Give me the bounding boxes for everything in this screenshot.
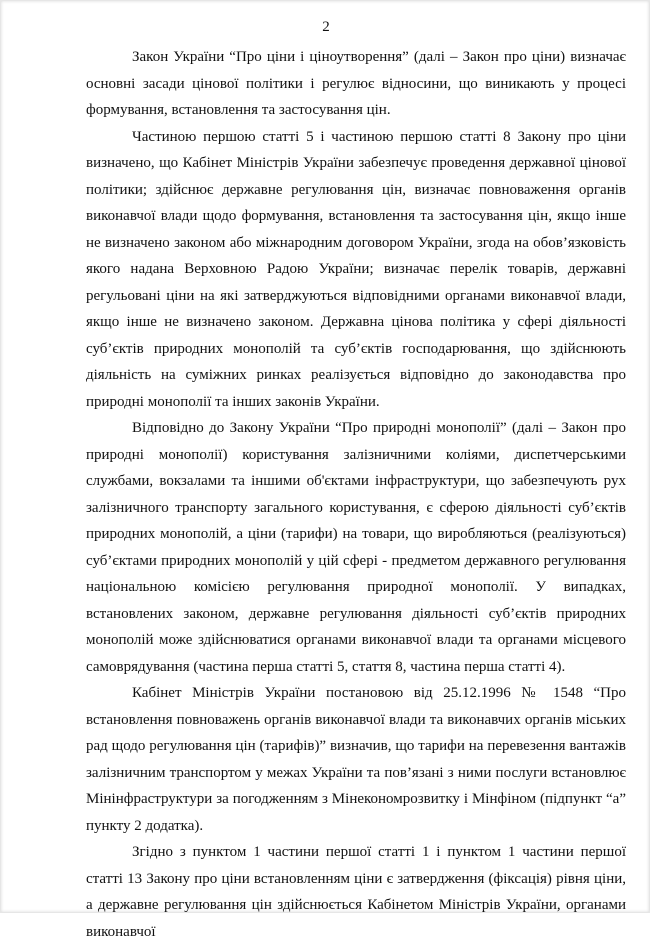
page-number: 2	[322, 19, 330, 35]
paragraph-3: Відповідно до Закону України “Про природні монополії” (далі – Закон про природні монополії) користування залізничними коліями, диспетчерськими службами, вокзалами та іншими об'єктами інфраструктури, що забезпечують рух залізничного транспорту загального користування, є сферою діяльності суб’єктів природних монополій, а ціни (тарифи) на товари, що виробляються (реалізуються) суб’єктами природних монополій у цій сфері - предметом державного регулювання національною комісією регулювання природної монополії. У випадках, встановлених законом, державне регулювання діяльності суб’єктів природних монополій може здійснюватися органами виконавчої влади та органами місцевого самоврядування (частина перша статті 5, стаття 8, частина перша статті 4).	[86, 420, 626, 675]
paragraph-4: Кабінет Міністрів України постановою від 25.12.1996 № 1548 “Про встановлення повноважень органів виконавчої влади та виконавчих органів міських рад щодо регулювання цін (тарифів)” визначив, що тарифи на перевезення вантажів залізничним транспортом у межах України та пов’язані з ними послуги встановлює Мінінфраструктури за погодженням з Мінекономрозвитку і Мінфіном (підпункт “а” пункту 2 додатка).	[86, 685, 626, 834]
paragraph-5: Згідно з пунктом 1 частини першої статті 1 і пунктом 1 частини першої статті 13 Закону про ціни встановленням ціни є затвердження (фіксація) рівня ціни, а державне регулювання цін здійснюється Кабінетом Міністрів України, органами виконавчої	[86, 844, 626, 940]
document-body	[86, 44, 626, 945]
paragraph-2: Частиною першою статті 5 і частиною першою статті 8 Закону про ціни визначено, що Кабінет Міністрів України забезпечує проведення державної цінової політики; здійснює державне регулювання цін, визначає повноваження органів виконавчої влади щодо формування, встановлення та застосування цін, якщо інше не визначено законом або міжнародним договором України, згода на обов’язковість якого надана Верховною Радою України; визначає перелік товарів, державні регульовані ціни на які затверджуються відповідними органами виконавчої влади, якщо інше не визначено законом. Державна цінова політика у сфері діяльності суб’єктів природних монополій та суб’єктів господарювання, що здійснюють діяльність на суміжних ринках реалізується відповідно до законодавства про природні монополії та інших законів України.	[86, 128, 626, 410]
paragraph-1: Закон України “Про ціни і ціноутворення” (далі – Закон про ціни) визначає основні засади цінової політики і регулює відносини, що виникають у процесі формування, встановлення та застосування цін.	[86, 49, 626, 118]
